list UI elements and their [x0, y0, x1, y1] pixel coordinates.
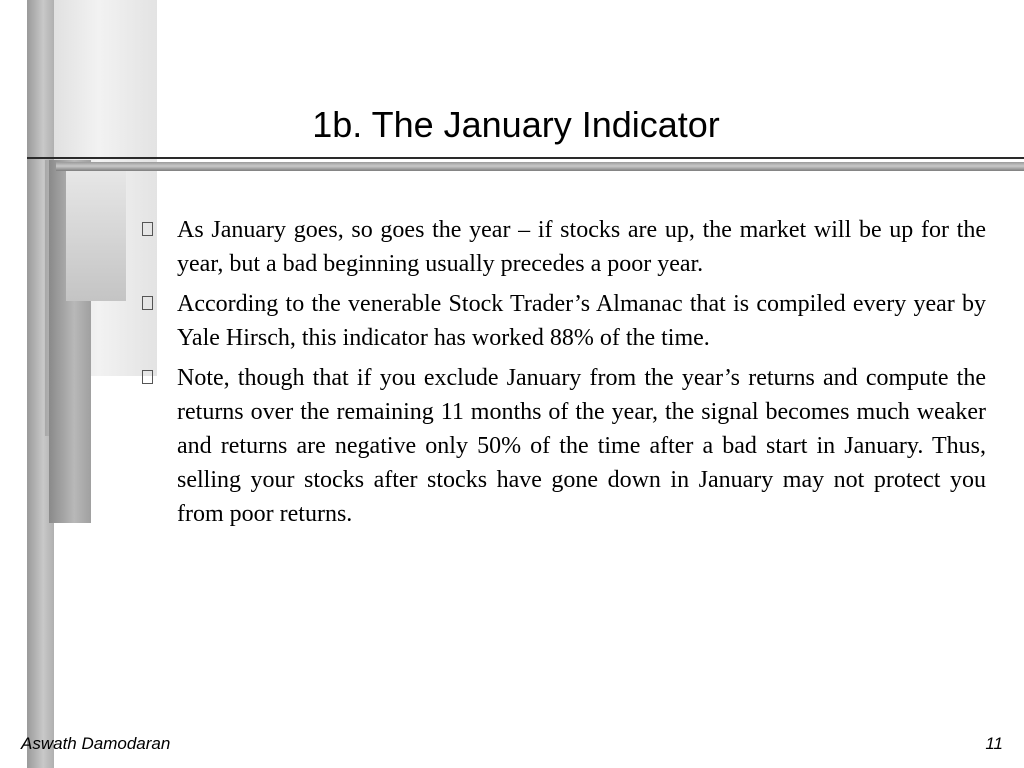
bullet-item: [140, 287, 986, 355]
footer-author: Aswath Damodaran: [21, 734, 171, 753]
bullet-text: Note, though that if you exclude January from the year’s returns and compute the returns over the remaining 11 months of the year, the signal becomes much weaker and returns are negative only 50% of the time after a bad start in January. Thus, selling your stocks after stocks have gone down in January may not protect you from poor returns.: [177, 365, 986, 527]
bullet-item: [140, 213, 986, 281]
square-bullet-icon: [140, 361, 177, 388]
bullet-text: As January goes, so goes the year – if stocks are up, the market will be up for the year, but a bad beginning usually precedes a poor year.: [177, 217, 986, 277]
square-bullet-icon: [140, 287, 177, 314]
bullet-item: [140, 361, 986, 531]
title-divider-thin: [27, 157, 1024, 159]
page-number: 11: [985, 734, 1003, 753]
title-divider-thick: [56, 162, 1024, 171]
bullet-list: [140, 213, 986, 537]
decorative-bar: [66, 165, 126, 301]
bullet-text: According to the venerable Stock Trader’s Almanac that is compiled every year by Yale Hirsch, this indicator has worked 88% of the time.: [177, 291, 986, 351]
square-bullet-icon: [140, 213, 177, 240]
slide-title: 1b. The January Indicator: [312, 104, 720, 145]
